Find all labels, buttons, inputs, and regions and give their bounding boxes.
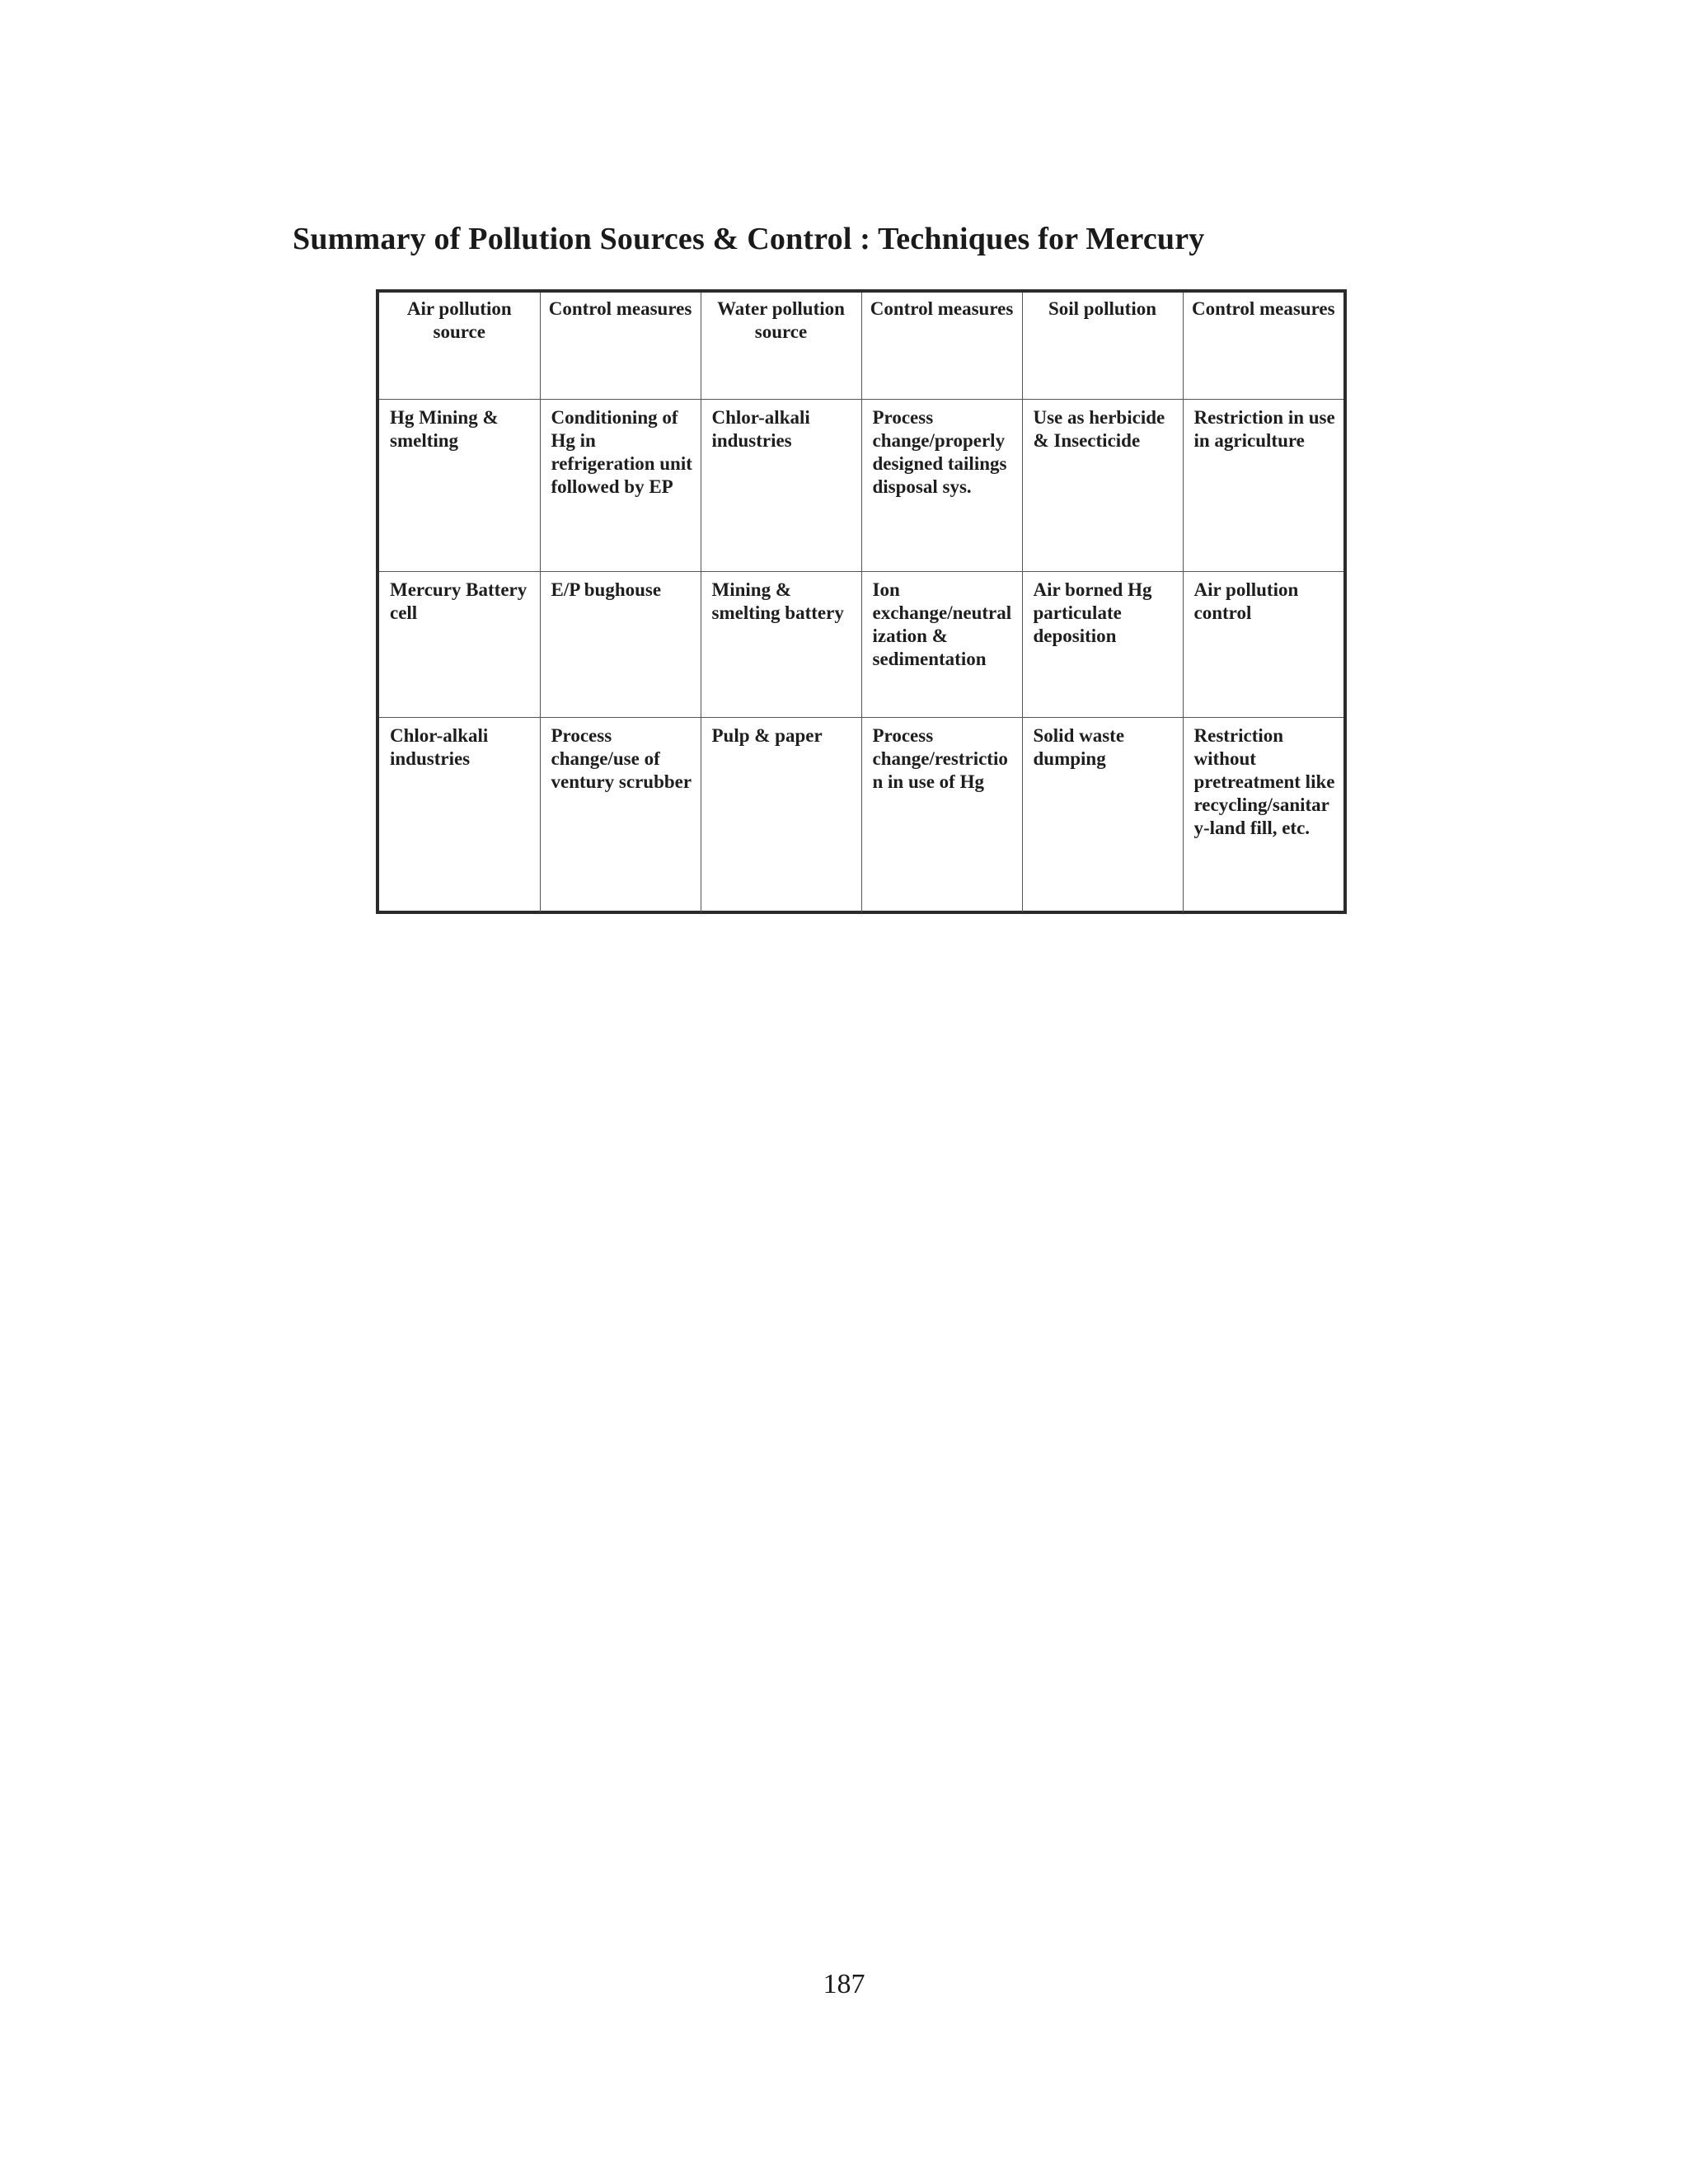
table-cell: Process change/restriction in use of Hg [861, 718, 1022, 913]
table-cell: Ion exchange/neutralization & sedimentation [861, 572, 1022, 718]
table-cell: Restriction in use in agriculture [1183, 400, 1343, 572]
table-cell: Hg Mining & smelting [379, 400, 540, 572]
table-cell: Use as herbicide & Insecticide [1022, 400, 1183, 572]
table-row [379, 400, 1343, 572]
header-soil-control-measures: Control measures [1183, 293, 1343, 400]
table-cell: Chlor-alkali industries [701, 400, 861, 572]
table-cell: Air borned Hg particulate deposition [1022, 572, 1183, 718]
header-water-control-measures: Control measures [861, 293, 1022, 400]
table [379, 293, 1343, 912]
table-cell: Solid waste dumping [1022, 718, 1183, 913]
table-cell: Mining & smelting battery [701, 572, 861, 718]
page-number: 187 [823, 1969, 865, 1999]
header-air-pollution-source: Air pollution source [379, 293, 540, 400]
table-cell: Process change/use of ventury scrubber [540, 718, 701, 913]
table-cell: Air pollution control [1183, 572, 1343, 718]
table-cell: Chlor-alkali industries [379, 718, 540, 913]
header-soil-pollution: Soil pollution [1022, 293, 1183, 400]
table-cell: Restriction without pretreatment like recycling/sanitary-land fill, etc. [1183, 718, 1343, 913]
table-row [379, 572, 1343, 718]
pollution-summary-table [376, 289, 1347, 914]
table-cell: Mercury Battery cell [379, 572, 540, 718]
table-cell: Pulp & paper [701, 718, 861, 913]
header-air-control-measures: Control measures [540, 293, 701, 400]
table-header-row [379, 293, 1343, 400]
table-cell: E/P bughouse [540, 572, 701, 718]
table-cell: Process change/properly designed tailings disposal sys. [861, 400, 1022, 572]
header-water-pollution-source: Water pollution source [701, 293, 861, 400]
page-title: Summary of Pollution Sources & Control : Techniques for Mercury [293, 222, 1205, 256]
table-cell: Conditioning of Hg in refrigeration unit followed by EP [540, 400, 701, 572]
table-row [379, 718, 1343, 913]
